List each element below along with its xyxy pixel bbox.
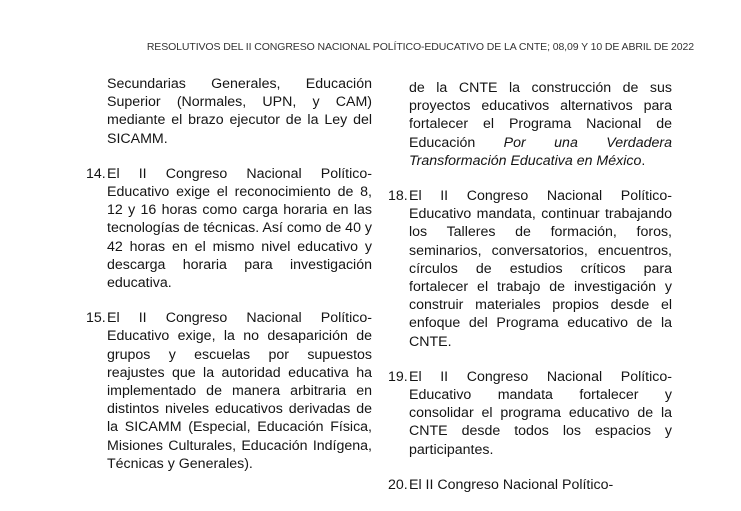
left-column [86, 75, 372, 490]
left-continuation-paragraph: Secundarias Generales, Educación Superior (Normales, UPN, y CAM) mediante el brazo ejecutor de la Ley del SICAMM. [107, 76, 372, 147]
resolution-item-15 [86, 309, 372, 473]
resolution-item-20 [388, 476, 672, 494]
resolution-number: 19. [388, 368, 408, 385]
resolution-number: 15. [86, 310, 106, 327]
resolution-number: 14. [86, 165, 106, 182]
resolution-text: El II Congreso Nacional Político-Educativo mandata, continuar trabajando los Talleres de formación, foros, seminarios, conversatorios, encuentros, círculos de estudios críticos para fortalecer el trabajo de investigación y construir materiales propios desde el enfoque del Programa educativo de la CNTE. [409, 188, 672, 350]
resolution-text: El II Congreso Nacional Político-Educativo mandata fortalecer y consolidar el programa educativo de la CNTE desde todos los espacios y participantes. [409, 368, 672, 458]
resolution-text: El II Congreso Nacional Político- [409, 476, 614, 493]
continuation-period: . [641, 152, 646, 169]
resolution-text: El II Congreso Nacional Político-Educativo exige, la no desaparición de grupos y escuelas por supuestos reajustes que la autoridad educativa ha implementado de manera arbitraria en distintos niveles educativos derivadas de la SICAMM (Especial, Educación Física, Misiones Culturales, Educación Indígena, Técnicas y Generales). [107, 310, 372, 472]
right-column [388, 75, 672, 511]
right-continuation-paragraph [388, 79, 672, 170]
resolution-item-14 [86, 165, 372, 292]
resolution-number: 18. [388, 188, 408, 205]
resolution-item-18 [388, 187, 672, 351]
continuation-plain-text: de la CNTE la construcción de sus proyectos educativos alternativos para fortalecer el Programa Nacional de Educación [409, 80, 672, 151]
resolution-number: 20. [388, 476, 408, 493]
program-title-italic: Por una Verdadera Transformación Educativa en México [409, 134, 672, 169]
page-header: RESOLUTIVOS DEL II CONGRESO NACIONAL POLÍTICO-EDUCATIVO DE LA CNTE; 08,09 Y 10 DE ABRIL DE 2022 [146, 41, 694, 53]
resolution-item-19 [388, 368, 672, 459]
resolution-text: El II Congreso Nacional Político-Educativo exige el reconocimiento de 8, 12 y 16 horas como carga horaria en las tecnologías de técnicas. Así como de 40 y 42 horas en el mismo nivel educativo y descarga horaria para investigación educativa. [107, 165, 372, 292]
